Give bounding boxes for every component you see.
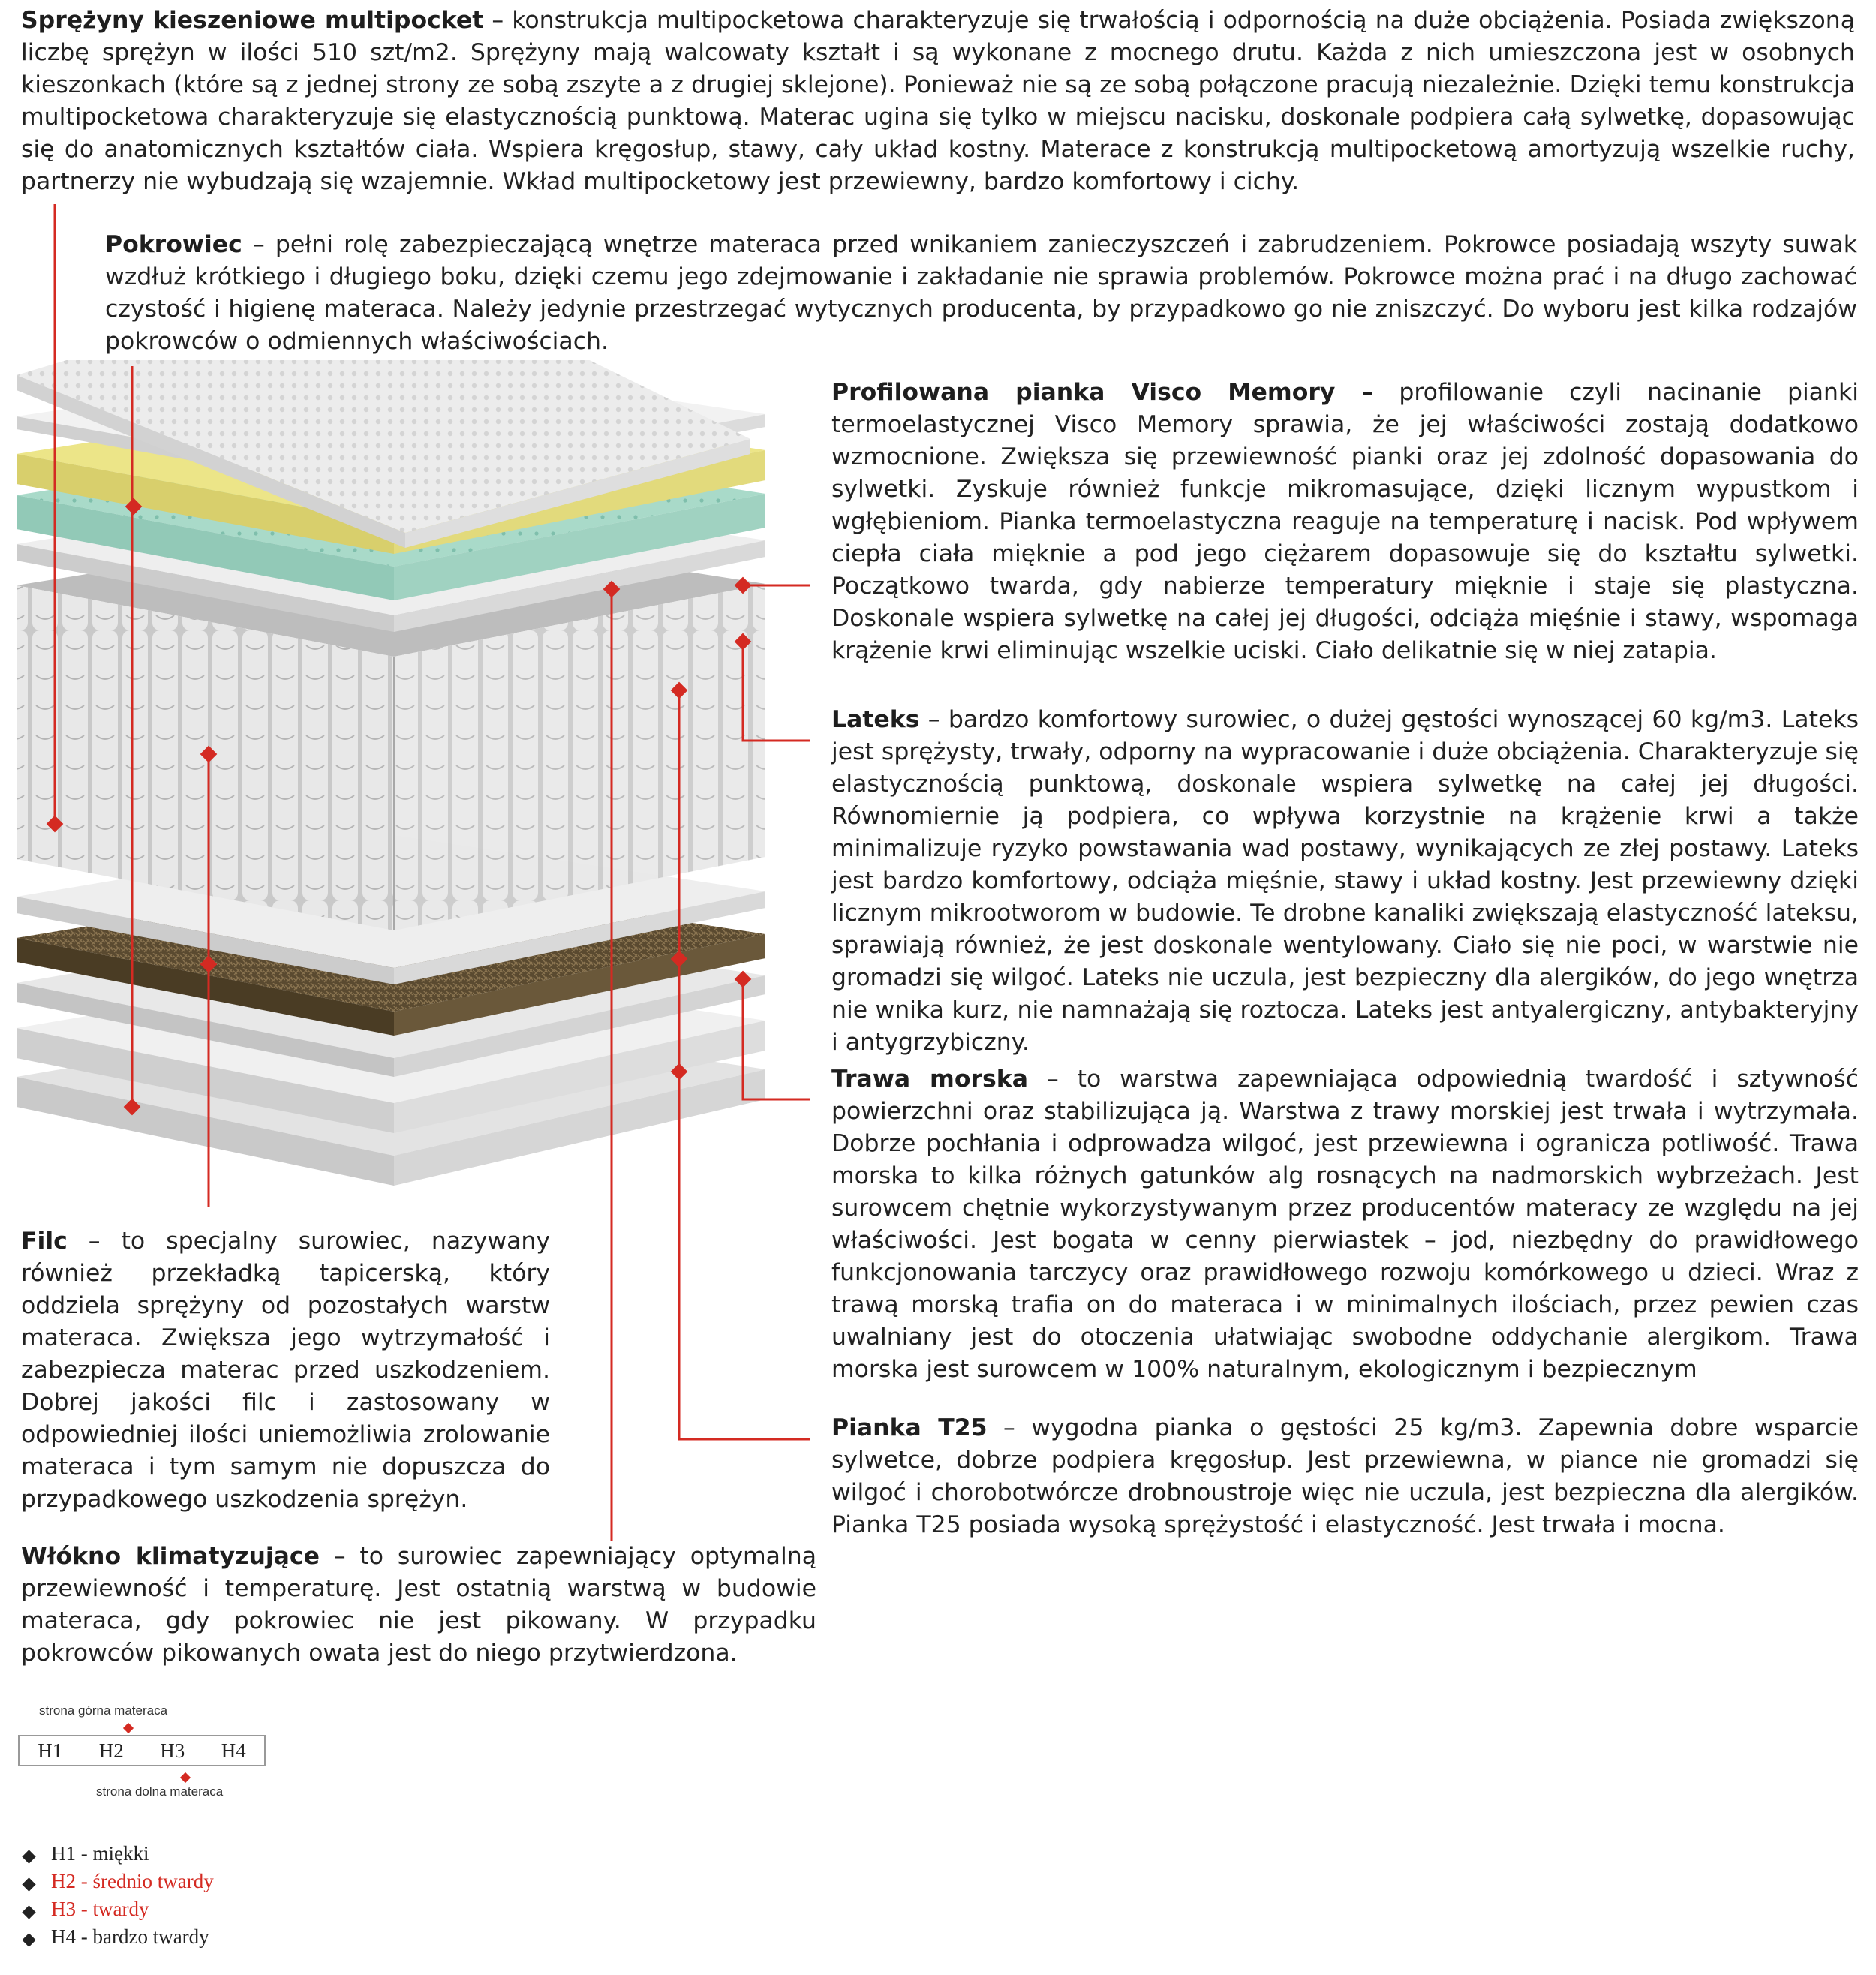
scale-level-h2: H2 — [98, 1739, 124, 1762]
legend-item-h1 — [18, 1840, 318, 1868]
legend-diamond-icon — [22, 1933, 35, 1946]
mattress-layers-illustration — [0, 360, 825, 1261]
scale-level-h1: H1 — [38, 1739, 63, 1762]
legend-diamond-icon — [22, 1850, 35, 1863]
scale-level-h4: H4 — [221, 1739, 246, 1762]
firmness-scale-box — [18, 1735, 266, 1766]
legend-label: H2 - średnio twardy — [51, 1870, 214, 1892]
legend-label: H4 - bardzo twardy — [51, 1925, 209, 1948]
firmness-scale — [15, 1703, 285, 1808]
section-felt-title: Filc — [21, 1228, 68, 1255]
section-visco-memory — [831, 377, 1859, 667]
section-visco-title: Profilowana pianka Visco Memory – — [831, 379, 1374, 406]
section-visco-text: profilowanie czyli nacinanie pianki termoelastycznej Visco Memory sprawia, że jej właściwości zostają dodatkowo wzmocnione. Zwiększa się przewiewność pianki oraz jej zdolność dopasowania do sylwetki. Zyskuje również funkcje mikromasujące, dzięki licznym wypustkom i wgłębieniom. Pianka termoelastyczna reaguje na temperaturę i nacisk. Pod wpływem ciepła ciała mięknie a pod jego ciężarem dopasowuje się do kształtu sylwetki. Początkowo twarda, gdy nabierze temperatury mięknie i staje się plastyczna. Doskonale wspiera sylwetkę na całej jej długości, odciąża mięśnie i stawy, wspomaga krążenie krwi eliminując wszelkie uciski. Ciało delikatnie się w niej zatapia. — [831, 379, 1859, 664]
section-climate-fiber-text: – to surowiec zapewniający optymalną przewiewność i temperaturę. Jest ostatnią warstwą w budowie materaca, gdy pokrowiec nie jest pikowany. W przypadku pokrowców pikowanych owata jest do niego przytwierdzona. — [21, 1543, 816, 1667]
section-felt — [21, 1225, 550, 1516]
section-springs-title: Sprężyny kieszeniowe multipocket — [21, 7, 484, 34]
section-seaweed-title: Trawa morska — [831, 1066, 1029, 1093]
legend-item-h2 — [18, 1868, 318, 1895]
section-cover-title: Pokrowiec — [105, 231, 242, 258]
section-latex — [831, 704, 1859, 1059]
scale-level-h3: H3 — [160, 1739, 185, 1762]
section-felt-text: – to specjalny surowiec, nazywany również przekładką tapicerską, który oddziela sprężyny od pozostałych warstw materaca. Zwiększa jego wytrzymałość i zabezpiecza materac przed uszkodzeniem. Dobrej jakości filc i zastosowany w odpowiedniej ilości uniemożliwia zrolowanie materaca i tym samym nie dopuszcza do przypadkowego uszkodzenia sprężyn. — [21, 1228, 550, 1513]
section-foam-t25-text: – wygodna pianka o gęstości 25 kg/m3. Zapewnia dobre wsparcie sylwetce, dobrze podpiera kręgosłup. Jest przewiewna, w piance nie gromadzi się wilgoć i chorobotwórcze drobnoustroje więc nie uczula, jest bezpieczna dla alergików. Pianka T25 posiada wysoką sprężystość i elastyczność. Jest trwała i mocna. — [831, 1414, 1859, 1538]
legend-diamond-icon — [22, 1905, 35, 1919]
legend-label: H3 - twardy — [51, 1898, 149, 1920]
section-seaweed — [831, 1063, 1859, 1386]
section-cover — [105, 229, 1857, 358]
legend-diamond-icon — [22, 1877, 35, 1891]
section-climate-fiber — [21, 1541, 816, 1670]
section-cover-text: – pełni rolę zabezpieczającą wnętrze materaca przed wnikaniem zanieczyszczeń i zabrudzeniem. Pokrowce posiadają wszyty suwak wzdłuż krótkiego i długiego boku, dzięki czemu jego zdejmowanie i zakładanie nie sprawia problemów. Pokrowce można prać i na długo zachować czystość i higienę materaca. Należy jedynie przestrzegać wytycznych producenta, by przypadkowo go nie zniszczyć. Do wyboru jest kilka rodzajów pokrowców o odmiennych właściwościach. — [105, 231, 1857, 355]
section-latex-title: Lateks — [831, 706, 920, 733]
firmness-legend — [18, 1840, 318, 1951]
section-seaweed-text: – to warstwa zapewniająca odpowiednią twardość i sztywność powierzchni oraz stabilizująca ją. Warstwa z trawy morskiej jest trwała i wytrzymała. Dobrze pochłania i odprowadza wilgoć, jest przewiewna i ogranicza potliwość. Trawa morska to kilka różnych gatunków alg rosnących na nadmorskich wybrzeżach. Jest surowcem chętnie wykorzystywanym przez producentów materacy ze względu na jej właściwości. Jest bogata w cenny pierwiastek – jod, niezbędny do prawidłowego funkcjonowania tarczycy oraz prawidłowego rozwoju komórkowego u dzieci. Wraz z trawą morską trafia on do materaca i w minimalnych ilościach, przez pewien czas uwalniany jest do otoczenia ułatwiając swobodne oddychanie alergikom. Trawa morska jest surowcem w 100% naturalnym, ekologicznym i bezpiecznym — [831, 1066, 1859, 1383]
section-climate-fiber-title: Włókno klimatyzujące — [21, 1543, 320, 1570]
legend-item-h4 — [18, 1923, 318, 1951]
section-foam-t25 — [831, 1412, 1859, 1541]
section-foam-t25-title: Pianka T25 — [831, 1414, 988, 1441]
section-latex-text: – bardzo komfortowy surowiec, o dużej gęstości wynoszącej 60 kg/m3. Lateks jest sprężysty, trwały, odporny na wypracowanie i duże obciążenia. Charakteryzuje się elastycznością punktową, doskonale wspiera sylwetkę na całej jej długości. Równomiernie ją podpiera, co wpływa korzystnie na krążenie krwi a także minimalizuje ryzyko powstawania wad postawy, wynikających ze złej postawy. Lateks jest bardzo komfortowy, odciąża mięśnie, stawy i układ kostny. Jest przewiewny dzięki licznym mikrootworom w budowie. Te drobne kanaliki zwiększają elastyczność lateksu, sprawiają również, że jest doskonale wentylowany. Ciało się nie poci, w warstwie nie gromadzi się wilgoć. Lateks nie uczula, jest bezpieczny dla alergików, do jego wnętrza nie wnika kurz, nie namnażają się roztocza. Lateks jest antyalergiczny, antybakteryjny i antygrzybiczny. — [831, 706, 1859, 1056]
section-springs — [21, 5, 1855, 198]
legend-label: H1 - miękki — [51, 1842, 149, 1865]
legend-item-h3 — [18, 1895, 318, 1923]
bottom-side-marker-icon — [180, 1772, 191, 1783]
section-springs-text: – konstrukcja multipocketowa charakteryzuje się trwałością i odpornością na duże obciążenia. Posiada zwiększoną liczbę sprężyn w ilości 510 szt/m2. Sprężyny mają walcowaty kształt i są wykonane z mocnego drutu. Każda z nich umieszczona jest w osobnych kieszonkach (które są z jednej strony ze sobą zszyte a z drugiej sklejone). Ponieważ nie są ze sobą połączone pracują niezależnie. Dzięki temu konstrukcja multipocketowa charakteryzuje się elastycznością punktową. Materac ugina się tylko w miejscu nacisku, doskonale podpiera całą sylwetkę, dopasowując się do anatomicznych kształtów ciała. Wspiera kręgosłup, stawy, cały układ kostny. Materace z konstrukcją multipocketową amortyzują wszelkie ruchy, partnerzy nie wybudzają się wzajemnie. Wkład multipocketowy jest przewiewny, bardzo komfortowy i cichy. — [21, 7, 1856, 195]
scale-bottom-caption: strona dolna materaca — [96, 1784, 224, 1799]
scale-top-caption: strona górna materaca — [39, 1703, 168, 1718]
top-side-marker-icon — [123, 1723, 134, 1733]
